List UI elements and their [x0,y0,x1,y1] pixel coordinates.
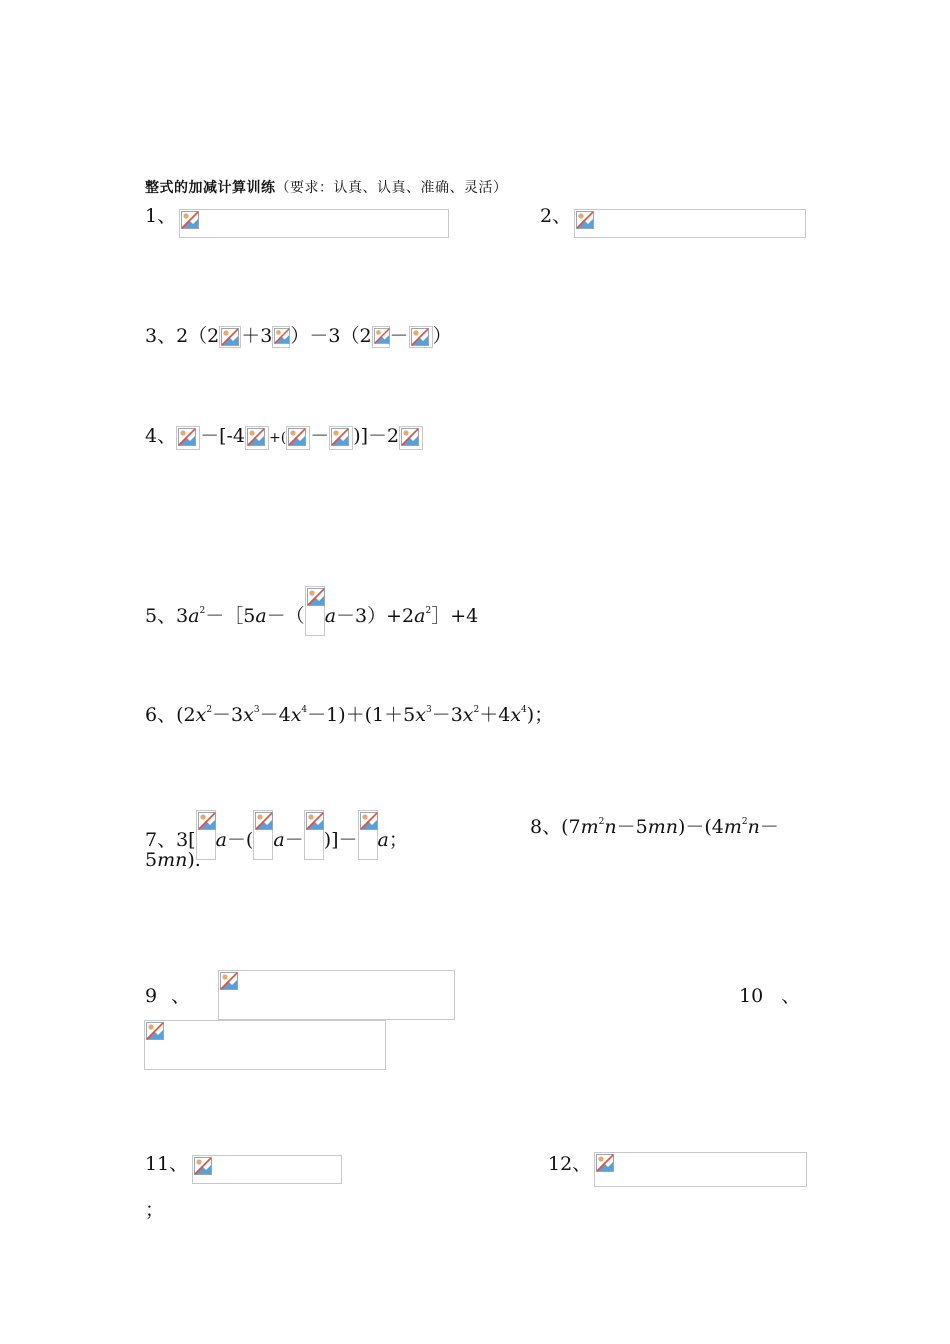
problem-4-image-3 [286,426,310,450]
problem-4-image-2 [245,426,269,450]
broken-image-icon [331,428,349,446]
problem-2-image [574,209,806,238]
broken-image-icon [274,328,290,344]
broken-image-icon [194,1157,212,1175]
problem-12-label: 12、 [548,1153,592,1175]
problem-12-terminator: ； [145,1199,165,1221]
broken-image-icon [306,812,324,830]
broken-image-icon [181,211,199,229]
broken-image-icon [255,812,273,830]
problem-4-image-5 [399,426,423,450]
problem-6: 6、$(2x^2-3x^3-4x^4-1)+(1+5x^3-3x^2+4x^4)$； [145,704,554,726]
problem-11-label: 11、 [145,1153,189,1175]
problem-3-image-3 [372,326,390,348]
problem-8-continued: 5mn). [145,849,201,871]
problem-1-label: 1、 [145,205,177,227]
problem-8: 8、$(7m^2n-5mn)-(4m^2n-$ [530,816,779,838]
problem-7-fraction-image-3 [304,810,324,860]
problem-10-image [144,1020,386,1070]
problem-5-fraction-image [305,586,325,636]
worksheet-title [145,177,508,197]
broken-image-icon [146,1022,164,1040]
broken-image-icon [178,428,196,446]
title-note: （要求：认真、认真、准确、灵活） [275,180,508,196]
problem-1-image [179,209,449,238]
problem-10-label: 10 、 [739,985,801,1007]
problem-11-image [192,1155,342,1184]
problem-3-image-2 [272,326,290,348]
title-bold: 整式的加减计算训练 [145,180,276,196]
problem-3: 3、2（2 ＋3 ）－3（2 － ） [145,325,452,347]
problem-7: 7、3[ a－( a－ )]－ a； [145,810,408,860]
broken-image-icon [374,328,390,344]
problem-9-image [218,970,455,1020]
broken-image-icon [360,812,378,830]
problem-3-image-4 [409,326,433,348]
problem-4: 4、 －[-4 +( － )]－2 [145,424,423,450]
broken-image-icon [401,428,419,446]
problem-4-image-4 [329,426,353,450]
broken-image-icon [576,211,594,229]
broken-image-icon [307,588,325,606]
problem-2-label: 2、 [540,205,572,227]
broken-image-icon [288,428,306,446]
problem-5: 5、$3a^2-[5a-$（ $a-3)+2a^2]+4$ [145,586,478,636]
problem-7-fraction-image-2 [253,810,273,860]
broken-image-icon [247,428,265,446]
broken-image-icon [198,812,216,830]
problem-12-image [594,1152,807,1187]
problem-4-image-1 [176,426,200,450]
broken-image-icon [411,328,429,346]
broken-image-icon [221,328,239,346]
problem-9-label: 9 、 [145,985,191,1007]
problem-7-fraction-image-4 [358,810,378,860]
broken-image-icon [596,1154,614,1172]
problem-3-image-1 [219,326,241,348]
broken-image-icon [220,972,238,990]
